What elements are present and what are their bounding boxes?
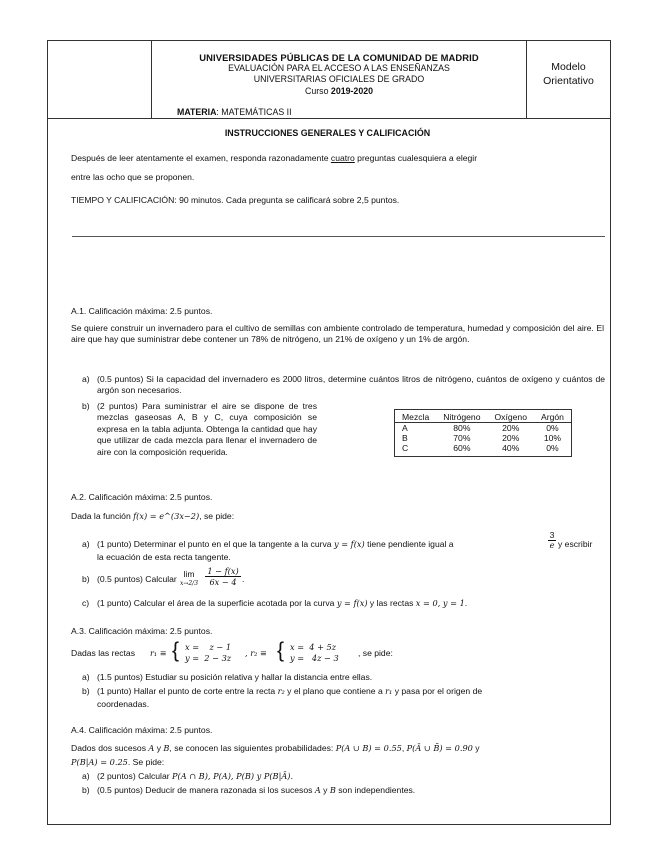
line-r1-label: r₁ ≡ [150,648,167,658]
a1-a-label: a) [82,374,90,384]
a2-b-end: . [242,574,245,584]
table-cell: 0% [546,423,559,433]
table-cell: 40% [502,443,520,453]
a4-heading: A.4. Calificación máxima: 2.5 puntos. [71,725,213,735]
a2-b-label: b) [82,574,90,584]
a1-b-text: (2 puntos) Para suministrar el aire se dispone de tres mezclas gaseosas A, B y C, cuya composición se expresa en la tabla adjunta. Obtenga la cantidad que hay que utilizar de cada mezcla para llenar el invernadero de aire con la composición requerida. [97,401,317,457]
a2-c-label: c) [82,598,90,608]
function-expression: f(x) = e^(3x−2) [133,511,200,521]
a3-b-label: b) [82,686,90,696]
instructions-line-1: Después de leer atentamente el examen, responda razonadamente cuatro preguntas cualesquiera a elegir [71,153,478,163]
section-divider [72,236,605,237]
brace-r2: { [277,639,285,662]
line-r1-system: x = z − 1 y = 2 − 3z [185,642,232,663]
a1-intro: Se quiere construir un invernadero para el cultivo de semillas con ambiente controlado de temperatura, humedad y composición del aire. El aire que hay que suministrar debe contener un 78% de nitrógeno, un 21% de oxígeno y un 1% de argón. [71,323,604,345]
table-row [395,433,572,443]
table-row [395,423,572,434]
table-row [395,443,572,457]
header-right-cell [527,41,610,118]
a3-intro: Dadas las rectas [71,648,136,658]
university-title: UNIVERSIDADES PÚBLICAS DE LA COMUNIDAD DE MADRID [199,52,479,63]
subject-line: MATERIA: MATEMÁTICAS II [177,107,292,117]
table-cell: 20% [502,423,520,433]
a3-heading: A.3. Calificación máxima: 2.5 puntos. [71,626,213,636]
degree-line: UNIVERSITARIAS OFICIALES DE GRADO [253,74,425,84]
line-r2-system: x = 4 + 5z y = 4z − 3 [290,642,339,663]
a2-a-text: (1 punto) Determinar el punto en el que la tangente a la curva y = f(x) tiene pendiente igual a [97,539,454,549]
a2-heading: A.2. Calificación máxima: 2.5 puntos. [71,492,213,502]
a2-a-label: a) [82,539,90,549]
instructions-line-2: entre las ocho que se proponen. [71,172,195,182]
a1-a-text: (0.5 puntos) Si la capacidad del invernadero es 2000 litros, determine cuántos litros de nitrógeno, cuántos de oxígeno y cuántos de argón son necesarios. [97,374,605,396]
a4-b-text: (0.5 puntos) Deducir de manera razonada si los sucesos A y B son independientes. [97,785,416,795]
a3-b-text: (1 punto) Hallar el punto de corte entre la recta r₂ y el plano que contiene a r₁ y pasa por el origen de [97,686,483,696]
a2-a-text-2: la ecuación de esta recta tangente. [97,552,231,562]
a2-c-text: (1 punto) Calcular el área de la superficie acotada por la curva y = f(x) y las rectas x = 0, y = 1. [97,598,468,608]
a1-heading: A.1. Calificación máxima: 2.5 puntos. [71,306,213,316]
instructions-title: INSTRUCCIONES GENERALES Y CALIFICACIÓN [224,128,431,138]
course-line: Curso 2019-2020 [305,86,373,96]
course-value: 2019-2020 [330,86,373,96]
a2-a-text-end: y escribir [558,539,593,549]
table-cell: 60% [453,443,471,453]
a4-intro-2: P(B|A) = 0.25. Se pide: [71,757,165,767]
a3-intro-end: , se pide: [358,648,393,658]
table-header-cell: Oxígeno [488,410,535,423]
table-header-cell: Nitrógeno [436,410,487,423]
a2-b-text: (0.5 puntos) Calcular [97,574,177,584]
a4-intro: Dados dos sucesos A y B, se conocen las siguientes probabilidades: P(A ∪ B) = 0.55, P(Ā ∪ B̄) = 0.90 y [71,743,480,753]
table-cell: 70% [453,433,471,443]
table-cell: 10% [543,433,562,443]
time-and-grading: TIEMPO Y CALIFICACIÓN: 90 minutos. Cada pregunta se calificará sobre 2,5 puntos. [71,195,400,205]
table-cell: B [402,433,408,443]
model-label: Modelo Orientativo [543,61,594,87]
table-cell: C [402,443,409,453]
line-r2-label: , r₂ ≡ [245,648,267,658]
table-header-cell: Mezcla [395,410,437,423]
mixture-table [394,409,572,457]
table-header-cell: Argón [534,410,571,423]
table-cell: 80% [453,423,471,433]
a2-intro: Dada la función f(x) = e^(3x−2), se pide: [71,511,235,521]
table-cell: A [402,423,408,433]
evaluation-line: EVALUACIÓN PARA EL ACCESO A LAS ENSEÑANZAS [228,63,450,73]
table-header-row [395,410,572,423]
brace-r1: { [172,639,180,662]
a3-b-text-2: coordenadas. [97,699,150,709]
a1-b-label: b) [82,401,90,411]
a4-a-text: (2 puntos) Calcular P(A ∩ B), P(A), P(B) y P(B|Ā). [97,771,294,781]
header-center-cell [152,41,527,118]
slope-fraction: 3 e [549,530,555,550]
a3-a-text: (1.5 puntos) Estudiar su posición relativa y hallar la distancia entre ellas. [97,672,373,682]
a3-a-label: a) [82,672,90,682]
exam-header [48,41,610,119]
table-cell: 20% [502,433,520,443]
limit-fraction: 1 − f(x) 6x − 4 [205,566,241,587]
header-left-cell [48,41,152,118]
limit-operator: lim x→2/3 [179,569,199,587]
table-cell: 0% [546,443,559,453]
a4-a-label: a) [82,771,90,781]
a4-b-label: b) [82,785,90,795]
